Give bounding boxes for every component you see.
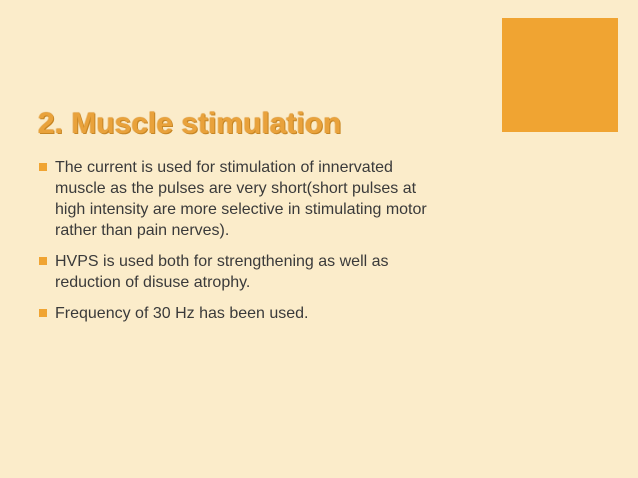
slide-title: 2. Muscle stimulation — [38, 107, 342, 140]
bullet-list — [38, 157, 488, 334]
bullet-item — [38, 303, 488, 324]
accent-square — [502, 18, 618, 132]
square-bullet-icon — [39, 163, 47, 171]
bullet-text: HVPS is used both for strengthening as well as reduction of disuse atrophy. — [55, 253, 389, 291]
bullet-item — [38, 251, 488, 293]
bullet-item — [38, 157, 488, 241]
bullet-text: Frequency of 30 Hz has been used. — [55, 305, 309, 322]
square-bullet-icon — [39, 257, 47, 265]
bullet-text: The current is used for stimulation of innervated muscle as the pulses are very short(short pulses at high intensity are more selective in stimulating motor rather than pain nerves). — [55, 159, 427, 239]
square-bullet-icon — [39, 309, 47, 317]
